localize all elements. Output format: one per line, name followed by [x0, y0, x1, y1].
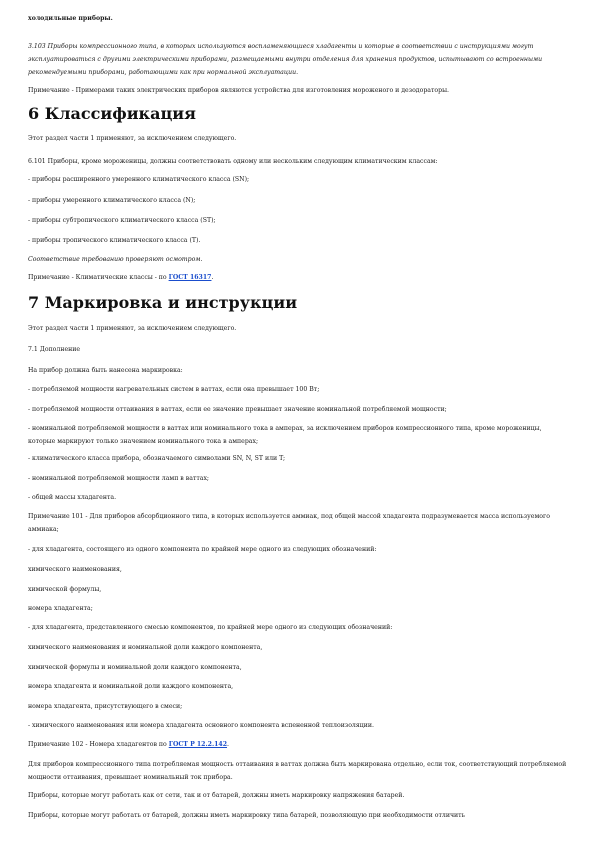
list-item: - потребляемой мощности нагревательных систем в ваттах, если она превышает 100 Вт;	[28, 386, 320, 393]
list-item: - химического наименования или номера хладагента основного компонента вспененной теплоизоляции.	[28, 722, 374, 729]
paragraph-3-103: 3.103 Приборы компрессионного типа, в которых используются воспламеняющиеся хладагенты и которые в соответствии с инструкциями могут эксплуатироваться с другими электрическими приборами, размещаемыми внутри отделения для хранения продуктов, испытывают со встроенными рекомендуемыми приборами, работающими как при нормальной эксплуатации.	[28, 43, 543, 76]
text-line: номера хладагента, присутствующего в смеси;	[28, 703, 183, 710]
text-line: химического наименования,	[28, 566, 122, 573]
note-text: .	[227, 741, 229, 748]
text-line: 6.101 Приборы, кроме мороженицы, должны соответствовать одному или нескольким следующим климатическим классам:	[28, 158, 438, 165]
note-text: Примечание - Климатические классы - по	[28, 274, 169, 281]
text-line: Приборы, которые могут работать как от сети, так и от батарей, должны иметь маркировку напряжения батарей.	[28, 792, 405, 799]
text-line: химической формулы,	[28, 586, 102, 593]
text-line: холодильные приборы.	[28, 15, 113, 22]
heading-section-7: 7 Маркировка и инструкции	[28, 293, 298, 312]
text-line: химической формулы и номинальной доли каждого компонента,	[28, 664, 242, 671]
gost-r-12-2-142-link[interactable]: ГОСТ Р 12.2.142	[168, 741, 228, 748]
gost-16317-link[interactable]: ГОСТ 16317	[168, 274, 212, 281]
list-item: - приборы умеренного климатического класса (N);	[28, 197, 196, 204]
note-text: .	[211, 274, 214, 281]
heading-section-6: 6 Классификация	[28, 104, 196, 123]
text-paragraph: Для приборов компрессионного типа потребляемая мощность оттаивания в ваттах должна быть маркирована отдельно, если ток, соответствующий потребляемой мощности оттаивания, превышает номинальный ток прибора.	[28, 761, 567, 781]
list-item: - приборы субтропического климатического класса (ST);	[28, 217, 216, 224]
text-line: номера хладагента;	[28, 605, 93, 612]
note-text: Примечание 102 - Номера хладагентов по	[28, 741, 169, 748]
text-line: Этот раздел части 1 применяют, за исключением следующего.	[28, 135, 237, 142]
list-item: - потребляемой мощности оттаивания в ваттах, если ее значение превышает значение номинальной потребляемой мощности;	[28, 406, 447, 413]
list-item: - общей массы хладагента.	[28, 494, 117, 501]
text-line: химического наименования и номинальной доли каждого компонента,	[28, 644, 263, 651]
note-paragraph: Примечание 101 - Для приборов абсорбционного типа, в которых используется аммиак, под общей массой хладагента подразумевается масса используемого аммиака;	[28, 513, 550, 533]
note-paragraph	[28, 271, 568, 284]
text-line: Соответствие требованию проверяют осмотром.	[28, 256, 203, 263]
text-line: номера хладагента и номинальной доли каждого компонента,	[28, 683, 234, 690]
list-item: - приборы тропического климатического класса (T).	[28, 237, 201, 244]
text-line: Приборы, которые могут работать от батарей, должны иметь маркировку типа батарей, позволяющую при необходимости отличить	[28, 812, 465, 819]
list-item: - для хладагента, состоящего из одного компонента по крайней мере одного из следующих обозначений:	[28, 546, 377, 553]
note-paragraph: Примечание - Примерами таких электрических приборов являются устройства для изготовления мороженого и дезодораторы.	[28, 87, 449, 94]
text-line: Этот раздел части 1 применяют, за исключением следующего.	[28, 325, 237, 332]
list-item: - климатического класса прибора, обозначаемого символами SN, N, ST или T;	[28, 455, 286, 462]
text-line: 7.1 Дополнение	[28, 346, 81, 353]
list-item: - для хладагента, представленного смесью компонентов, по крайней мере одного из следующих обозначений:	[28, 624, 393, 631]
list-item: - номинальной потребляемой мощности в ваттах или номинального тока в амперах, за исключением приборов компрессионного типа, кроме мороженицы, которые маркируют только значением номинального тока в амперах;	[28, 425, 542, 445]
list-item: - номинальной потребляемой мощности ламп в ваттах;	[28, 475, 210, 482]
note-paragraph	[28, 738, 568, 751]
text-line: На прибор должна быть нанесена маркировка:	[28, 367, 183, 374]
list-item: - приборы расширенного умеренного климатического класса (SN);	[28, 176, 250, 183]
